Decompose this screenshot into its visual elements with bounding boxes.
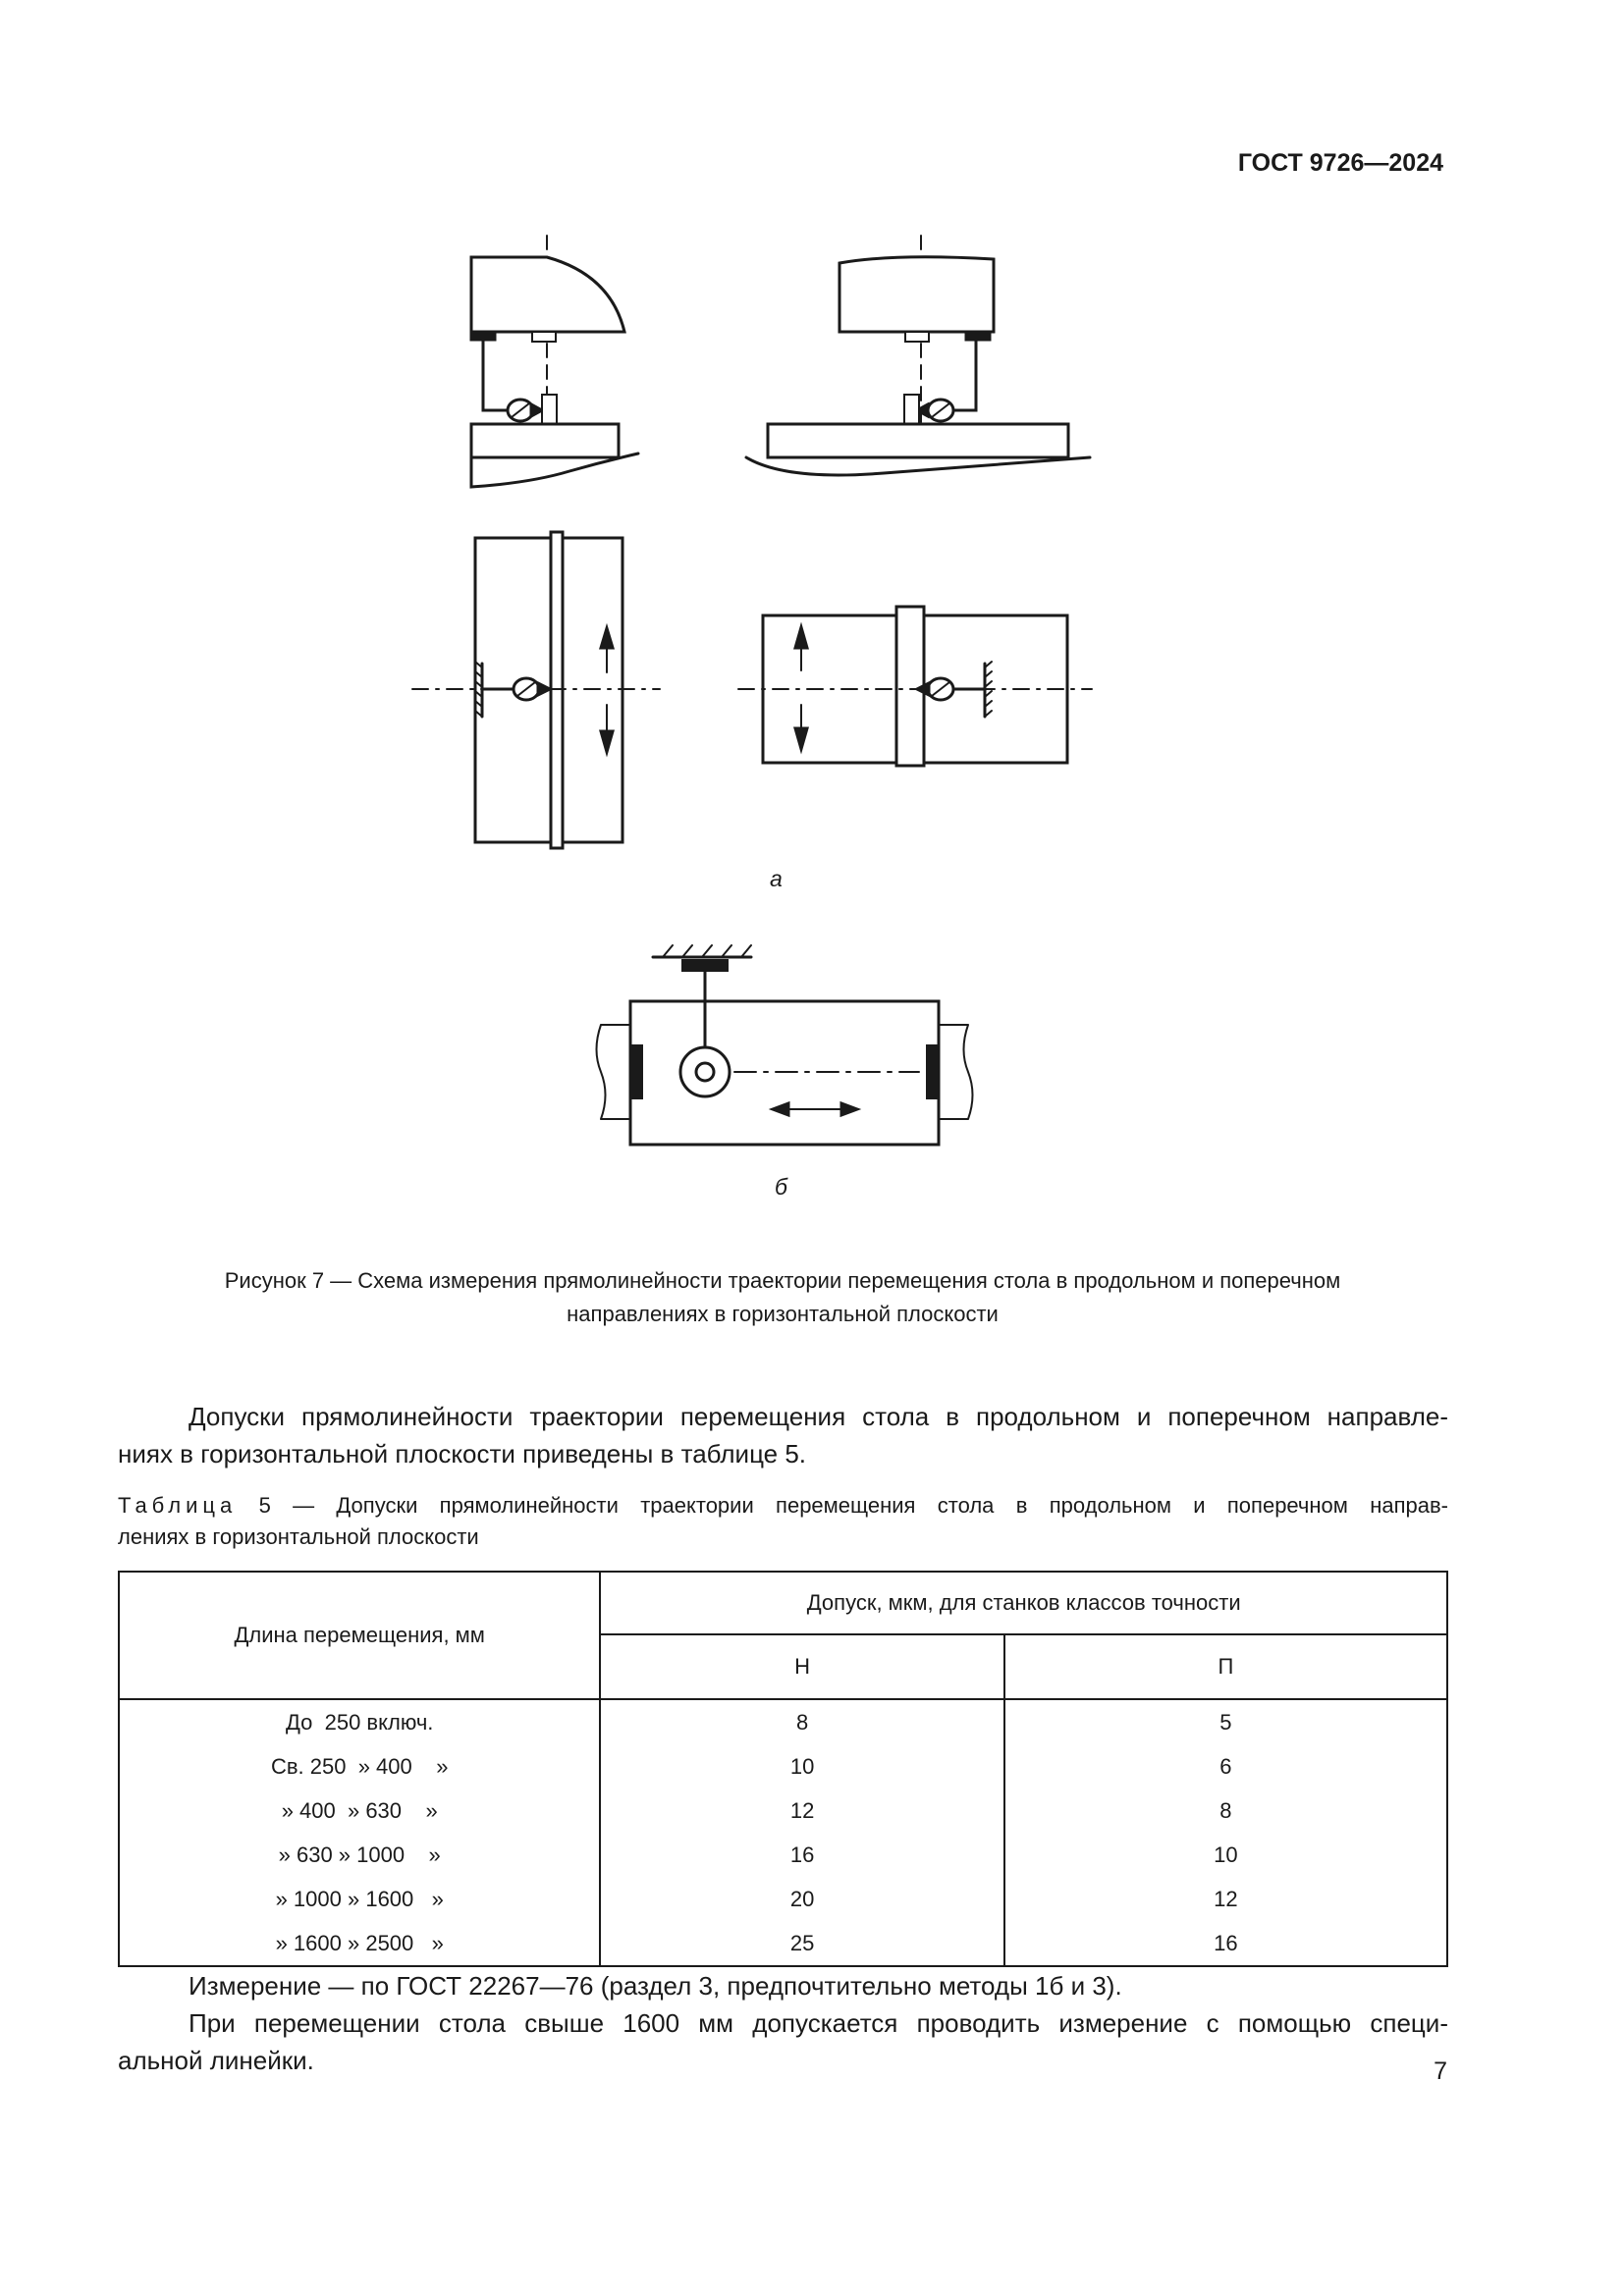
cell-length: » 630 » 1000 » (119, 1833, 600, 1877)
table-row (119, 1744, 1447, 1789)
cell-class-h: 25 (600, 1921, 1003, 1966)
cell-class-p: 10 (1004, 1833, 1447, 1877)
column-header-class-p: П (1004, 1634, 1447, 1699)
table-caption-line-1 (118, 1490, 1448, 1522)
cell-class-h: 20 (600, 1877, 1003, 1921)
figure-caption-line-1: Рисунок 7 — Схема измерения прямолинейности траектории перемещения стола в продольном и поперечном (224, 1268, 1341, 1293)
cell-class-h: 12 (600, 1789, 1003, 1833)
cell-class-p: 6 (1004, 1744, 1447, 1789)
table-row (119, 1877, 1447, 1921)
paragraph-line-1: Допуски прямолинейности траектории перемещения стола в продольном и поперечном направле- (189, 1402, 1448, 1431)
figure-caption (118, 1264, 1447, 1331)
table-caption-title: 5 — Допуски прямолинейности траектории перемещения стола в продольном и поперечном направ- (237, 1493, 1448, 1518)
figure-a-left-plan (412, 532, 660, 848)
cell-class-p: 12 (1004, 1877, 1447, 1921)
document-id: ГОСТ 9726—2024 (1237, 149, 1443, 177)
column-header-class-h: Н (600, 1634, 1003, 1699)
cell-length: До 250 включ. (119, 1699, 600, 1744)
cell-class-h: 8 (600, 1699, 1003, 1744)
cell-length: Св. 250 » 400 » (119, 1744, 600, 1789)
table-caption (118, 1490, 1448, 1553)
cell-class-h: 10 (600, 1744, 1003, 1789)
measurement-paragraph (118, 1967, 1448, 2079)
cell-length: » 400 » 630 » (119, 1789, 600, 1833)
table-caption-line-2: лениях в горизонтальной плоскости (118, 1524, 479, 1549)
table-caption-label: Таблица (118, 1493, 238, 1518)
tolerance-table (118, 1571, 1448, 1967)
cell-length: » 1000 » 1600 » (119, 1877, 600, 1921)
table-row (119, 1833, 1447, 1877)
figure-caption-line-2: направлениях в горизонтальной плоскости (567, 1302, 999, 1326)
figure-a-label: а (770, 866, 783, 891)
table-row (119, 1921, 1447, 1966)
page-number: 7 (1434, 2057, 1447, 2085)
cell-length: » 1600 » 2500 » (119, 1921, 600, 1966)
paragraph-line-2: ниях в горизонтальной плоскости приведены в таблице 5. (118, 1439, 807, 1468)
figure-a-left-elevation (471, 236, 638, 487)
ruler-note-line-1: При перемещении стола свыше 1600 мм допускается проводить измерение с помощью специ- (189, 2008, 1448, 2038)
cell-class-h: 16 (600, 1833, 1003, 1877)
ruler-note-line-2: альной линейки. (118, 2046, 314, 2075)
table-row (119, 1789, 1447, 1833)
figure-b-label: б (775, 1174, 787, 1200)
cell-class-p: 5 (1004, 1699, 1447, 1744)
column-header-tolerance: Допуск, мкм, для станков классов точности (600, 1572, 1447, 1634)
measurement-reference: Измерение — по ГОСТ 22267—76 (раздел 3, предпочтительно методы 1б и 3). (189, 1971, 1122, 2001)
figure-b-scheme (597, 945, 973, 1145)
cell-class-p: 8 (1004, 1789, 1447, 1833)
cell-class-p: 16 (1004, 1921, 1447, 1966)
paragraph-tolerance-intro (118, 1398, 1448, 1472)
figure-a-right-elevation (746, 236, 1090, 475)
table-row (119, 1699, 1447, 1744)
figure-a-right-plan (738, 607, 1092, 766)
column-header-length: Длина перемещения, мм (119, 1572, 600, 1699)
